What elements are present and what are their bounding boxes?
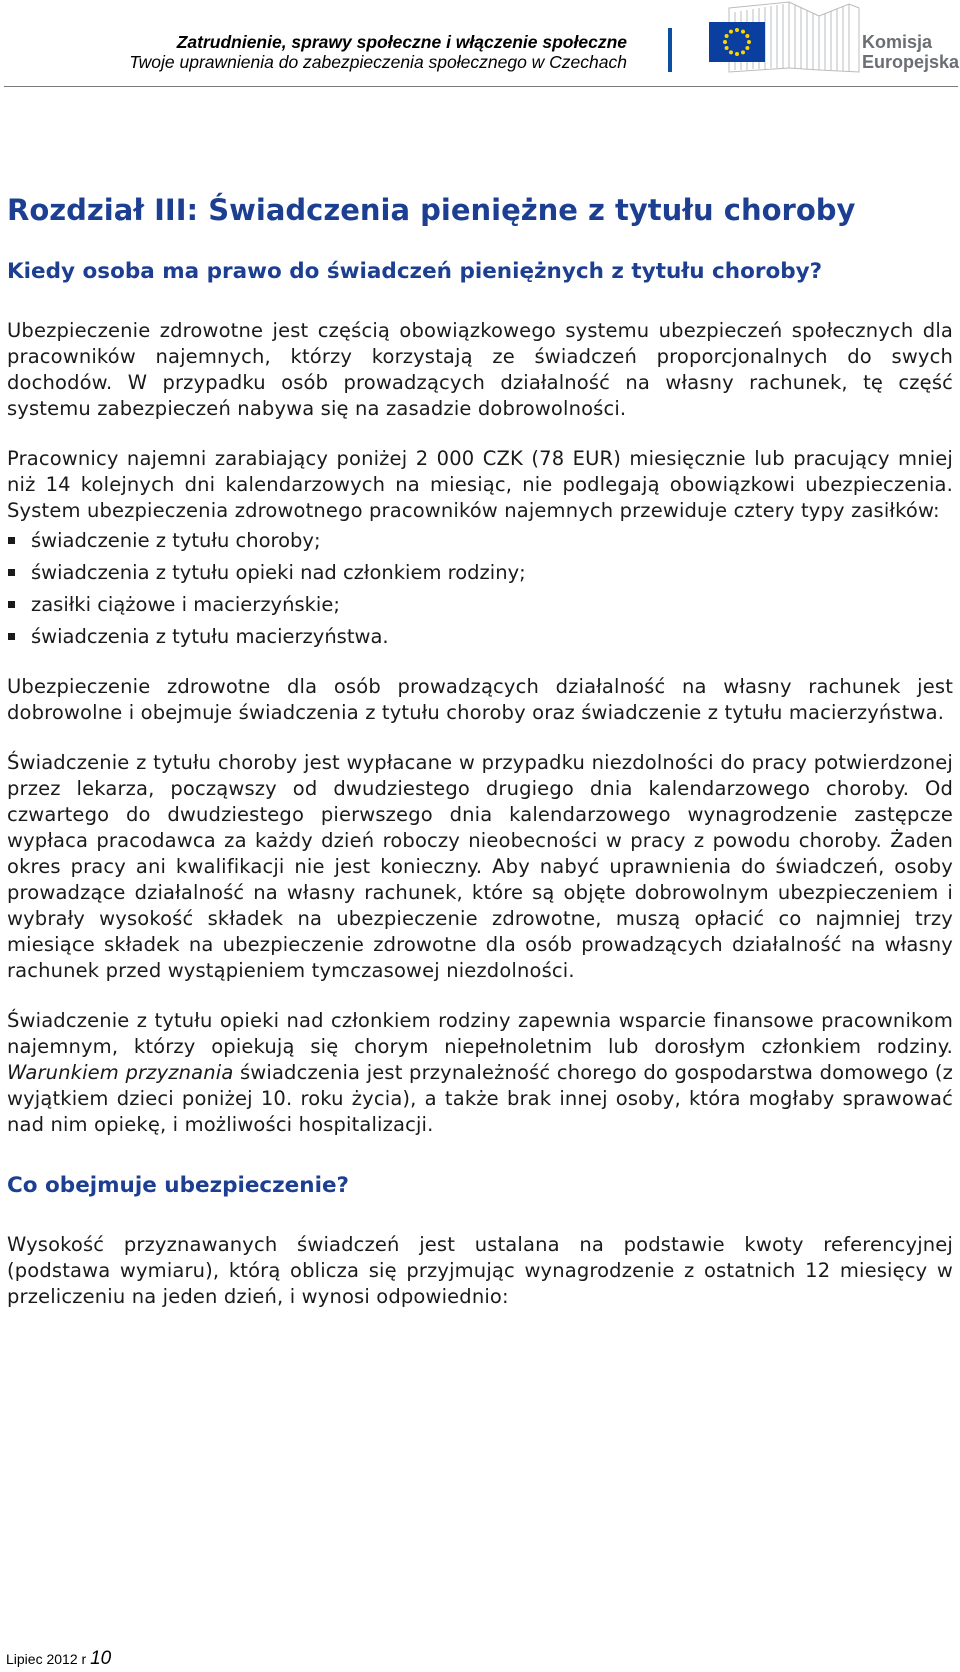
header-titles bbox=[129, 32, 627, 72]
paragraph-family-care-benefit: Świadczenie z tytułu opieki nad członkiem rodziny zapewnia wsparcie finansowe pracownikom najemnym, którzy opiekują się chorym niepełnoletnim lub dorosłym członkiem rodziny. Warunkiem przyznania świadczenia jest przynależność chorego do gospodarstwa domowego (z wyjątkiem dzieci poniżej 10. roku życia), a także brak innej osoby, która mogłaby sprawować nad nim opiekę, i możliwości hospitalizacji. bbox=[7, 1009, 953, 1136]
header-document-title: Twoje uprawnienia do zabezpieczenia społecznego w Czechach bbox=[129, 52, 627, 72]
list-item: świadczenia z tytułu macierzyństwa. bbox=[7, 624, 953, 656]
logo-text-line2: Europejska bbox=[862, 52, 960, 72]
page-footer bbox=[6, 1648, 111, 1670]
document-body bbox=[7, 192, 953, 1310]
paragraph-self-employed: Ubezpieczenie zdrowotne dla osób prowadzących działalność na własny rachunek jest dobrowolne i obejmuje świadczenia z tytułu choroby oraz świadczenie z tytułu macierzyństwa. bbox=[7, 675, 953, 724]
section-heading-coverage: Co obejmuje ubezpieczenie? bbox=[7, 1173, 349, 1198]
page-number: 10 bbox=[90, 1648, 112, 1669]
list-item: świadczenie z tytułu choroby; bbox=[7, 528, 953, 560]
list-item: świadczenia z tytułu opieki nad członkiem rodziny; bbox=[7, 560, 953, 592]
page-header bbox=[0, 0, 960, 90]
bullet-square-icon bbox=[8, 537, 15, 544]
bullet-square-icon bbox=[8, 633, 15, 640]
header-separator bbox=[668, 28, 672, 72]
header-rule bbox=[4, 86, 958, 87]
bullet-square-icon bbox=[8, 601, 15, 608]
list-item: zasiłki ciążowe i macierzyńskie; bbox=[7, 592, 953, 624]
paragraph-employee-threshold: Pracownicy najemni zarabiający poniżej 2 000 CZK (78 EUR) miesięcznie lub pracujący mniej niż 14 kolejnych dni kalendarzowych na miesiąc, nie podlegają obowiązkowi ubezpieczenia. System ubezpieczenia zdrowotnego pracowników najemnych przewiduje cztery typy zasiłków: bbox=[7, 447, 953, 522]
footer-date: Lipiec 2012 r bbox=[6, 1651, 87, 1667]
logo-wordmark bbox=[862, 32, 959, 72]
header-department: Zatrudnienie, sprawy społeczne i włączenie społeczne bbox=[176, 32, 627, 52]
chapter-title: Rozdział III: Świadczenia pieniężne z tytułu choroby bbox=[7, 193, 856, 227]
bullet-square-icon bbox=[8, 569, 15, 576]
emphasis-condition: Warunkiem przyznania bbox=[7, 1061, 234, 1084]
paragraph-sickness-benefit: Świadczenie z tytułu choroby jest wypłacane w przypadku niezdolności do pracy potwierdzonej przez lekarza, począwszy od dwudziestego drugiego dnia kalendarzowego choroby. Od czwartego do dwudziestego pierwszego dnia kalendarzowego wynagrodzenie zastępcze wypłaca pracodawca za każdy dzień roboczy nieobecności w pracy z powodu choroby. Żaden okres pracy ani kwalifikacji nie jest konieczny. Aby nabyć uprawnienia do świadczeń, osoby prowadzące działalność na własny rachunek, które są objęte dobrowolnym ubezpieczeniem i wybrały wysokość składek na ubezpieczenie zdrowotne, muszą opłacić co najmniej trzy miesiące składek na ubezpieczenie zdrowotne dla osób prowadzących działalność na własny rachunek przed wystąpieniem tymczasowej niezdolności. bbox=[7, 751, 953, 982]
paragraph-insurance-scope: Ubezpieczenie zdrowotne jest częścią obowiązkowego systemu ubezpieczeń społecznych dla pracowników najemnych, którzy korzystają ze świadczeń proporcjonalnych do swych dochodów. W przypadku osób prowadzących działalność na własny rachunek, tę część systemu zabezpieczeń nabywa się na zasadzie dobrowolności. bbox=[7, 319, 953, 420]
section-heading-eligibility: Kiedy osoba ma prawo do świadczeń pieniężnych z tytułu choroby? bbox=[7, 259, 823, 284]
paragraph-benefit-amount: Wysokość przyznawanych świadczeń jest ustalana na podstawie kwoty referencyjnej (podstawa wymiaru), którą oblicza się przyjmując wynagrodzenie z ostatnich 12 miesięcy w przeliczeniu na jeden dzień, i wynosi odpowiednio: bbox=[7, 1233, 953, 1308]
logo-text-line1: Komisja bbox=[862, 32, 933, 52]
benefit-types-list bbox=[7, 528, 953, 656]
